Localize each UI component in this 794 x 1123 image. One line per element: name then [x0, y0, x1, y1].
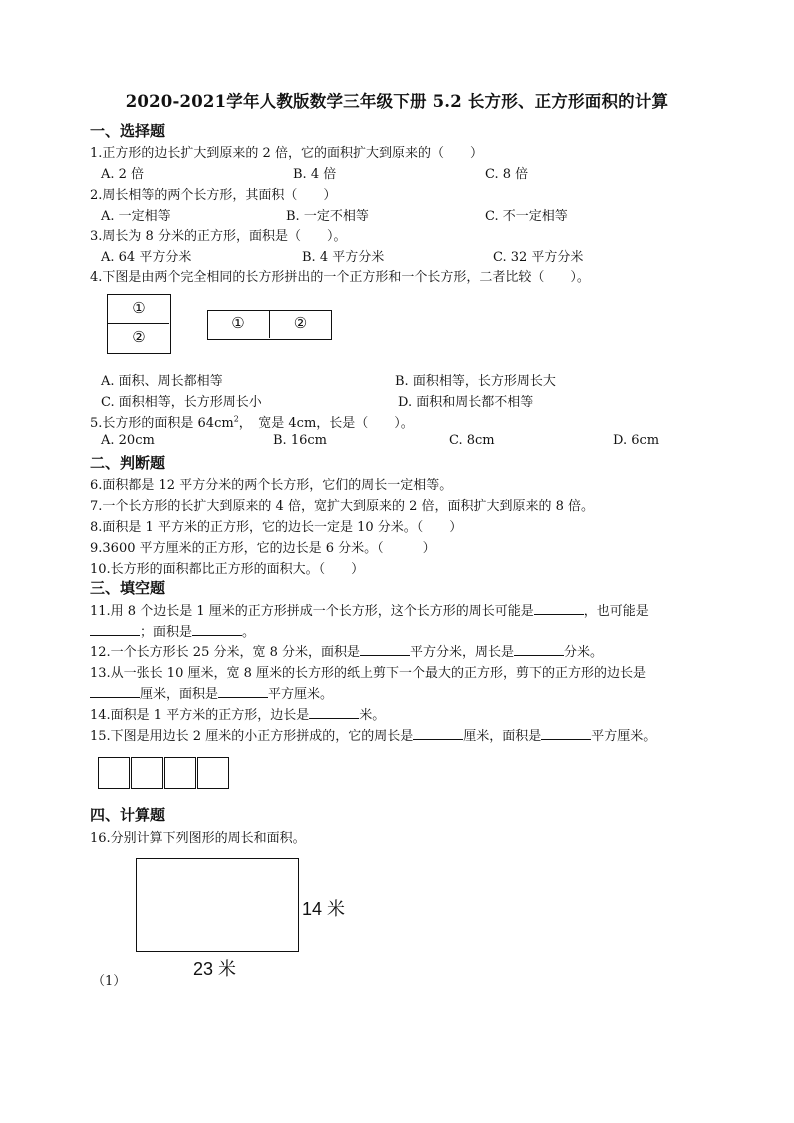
- question-16: 16.分别计算下列图形的周长和面积。: [90, 831, 306, 846]
- q12-text-a: 12.一个长方形长 25 分米，宽 8 分米，面积是: [90, 645, 361, 660]
- q5-option-a: A. 20cm: [101, 433, 155, 448]
- q5-option-c: C. 8cm: [449, 433, 495, 448]
- q4-option-b: B. 面积相等，长方形周长大: [395, 374, 556, 389]
- q4-option-d: D. 面积和周长都不相等: [398, 395, 534, 410]
- q14-text-a: 14.面积是 1 平方米的正方形，边长是: [90, 708, 310, 723]
- q2-option-a: A. 一定相等: [101, 209, 171, 224]
- q12-text-b: 平方分米，周长是: [410, 645, 515, 660]
- q12-blank-2[interactable]: [514, 645, 564, 656]
- question-6: 6.面积都是 12 平方分米的两个长方形，它们的周长一定相等。: [90, 478, 453, 493]
- q11-blank-2[interactable]: [90, 625, 140, 636]
- q12-blank-1[interactable]: [360, 645, 410, 656]
- q16-subpart-1: （1）: [92, 974, 127, 989]
- q11-text-b: ，也可能是: [583, 604, 649, 619]
- question-4: 4.下图是由两个完全相同的长方形拼出的一个正方形和一个长方形，二者比较（ ）。: [90, 270, 590, 285]
- q2-option-c: C. 不一定相等: [485, 209, 568, 224]
- q4-rect-label-2: ②: [293, 314, 308, 332]
- q15-square-3: [164, 757, 196, 789]
- question-11-line2: [90, 621, 255, 640]
- question-10: 10.长方形的面积都比正方形的面积大。（ ）: [90, 562, 365, 577]
- q5-text-after: ， 宽是 4cm，长是（ ）。: [238, 416, 414, 431]
- q12-text-c: 分米。: [564, 645, 604, 660]
- section-choice-heading: 一、选择题: [90, 122, 166, 140]
- q1-option-a: A. 2 倍: [101, 167, 145, 182]
- q4-option-a: A. 面积、周长都相等: [101, 374, 223, 389]
- section-fill-heading: 三、填空题: [90, 579, 166, 597]
- q3-option-a: A. 64 平方分米: [101, 250, 192, 265]
- q15-square-4: [197, 757, 229, 789]
- q11-text-c: ；面积是: [140, 625, 193, 640]
- q4-square-label-2: ②: [132, 328, 146, 346]
- question-9: 9.3600 平方厘米的正方形，它的边长是 6 分米。（ ）: [90, 541, 436, 556]
- q11-blank-1[interactable]: [534, 604, 584, 615]
- q13-blank-1[interactable]: [90, 687, 140, 698]
- question-3: 3.周长为 8 分米的正方形，面积是（ ）。: [90, 229, 347, 244]
- q14-blank-1[interactable]: [309, 708, 359, 719]
- q15-text-a: 15.下图是用边长 2 厘米的小正方形拼成的，它的周长是: [90, 729, 414, 744]
- q14-text-b: 米。: [359, 708, 386, 723]
- question-12: [90, 641, 603, 660]
- q15-blank-2[interactable]: [541, 729, 591, 740]
- q15-square-2: [131, 757, 163, 789]
- q11-text-d: 。: [242, 625, 256, 640]
- q13-blank-2[interactable]: [218, 687, 268, 698]
- q4-square-divider: [107, 323, 169, 324]
- q15-text-c: 平方厘米。: [591, 729, 657, 744]
- question-14: [90, 704, 385, 723]
- q3-option-c: C. 32 平方分米: [493, 250, 584, 265]
- q15-text-b: 厘米，面积是: [463, 729, 542, 744]
- q5-text-before: 5.长方形的面积是 64cm: [90, 416, 234, 431]
- q16-height-label: 14 米: [302, 899, 346, 919]
- question-5: [90, 412, 414, 431]
- section-calc-heading: 四、计算题: [90, 806, 166, 824]
- question-13-line1: 13.从一张长 10 厘米，宽 8 厘米的长方形的纸上剪下一个最大的正方形，剪下的正方形的边长是: [90, 666, 647, 681]
- q11-blank-3[interactable]: [192, 625, 242, 636]
- q5-superscript: 2: [233, 414, 239, 424]
- q4-square-label-1: ①: [132, 299, 146, 317]
- q16-width-label: 23 米: [193, 959, 237, 979]
- q13-text-c: 平方厘米。: [268, 687, 334, 702]
- question-7: 7.一个长方形的长扩大到原来的 4 倍，宽扩大到原来的 2 倍，面积扩大到原来的 8 倍。: [90, 499, 595, 514]
- q3-option-b: B. 4 平方分米: [302, 250, 385, 265]
- q5-option-b: B. 16cm: [273, 433, 327, 448]
- q1-option-c: C. 8 倍: [485, 167, 529, 182]
- q2-option-b: B. 一定不相等: [286, 209, 369, 224]
- q4-rect-label-1: ①: [231, 314, 245, 332]
- question-2: 2.周长相等的两个长方形，其面积（ ）: [90, 188, 337, 203]
- q11-text-a: 11.用 8 个边长是 1 厘米的正方形拼成一个长方形，这个长方形的周长可能是: [90, 604, 534, 619]
- page-title: 2020-2021学年人教版数学三年级下册 5.2 长方形、正方形面积的计算: [125, 92, 669, 111]
- q5-option-d: D. 6cm: [613, 433, 660, 448]
- q15-blank-1[interactable]: [413, 729, 463, 740]
- question-15: [90, 725, 656, 744]
- question-1: 1.正方形的边长扩大到原来的 2 倍，它的面积扩大到原来的（ ）: [90, 146, 483, 161]
- q15-square-1: [98, 757, 130, 789]
- q4-option-c: C. 面积相等，长方形周长小: [101, 395, 262, 410]
- question-11-line1: [90, 600, 649, 619]
- q1-option-b: B. 4 倍: [293, 167, 337, 182]
- question-13-line2: [90, 683, 333, 702]
- q16-rectangle-figure: [136, 858, 299, 952]
- q13-text-b: 厘米，面积是: [140, 687, 219, 702]
- section-judge-heading: 二、判断题: [90, 454, 166, 472]
- question-8: 8.面积是 1 平方米的正方形，它的边长一定是 10 分米。（ ）: [90, 520, 463, 535]
